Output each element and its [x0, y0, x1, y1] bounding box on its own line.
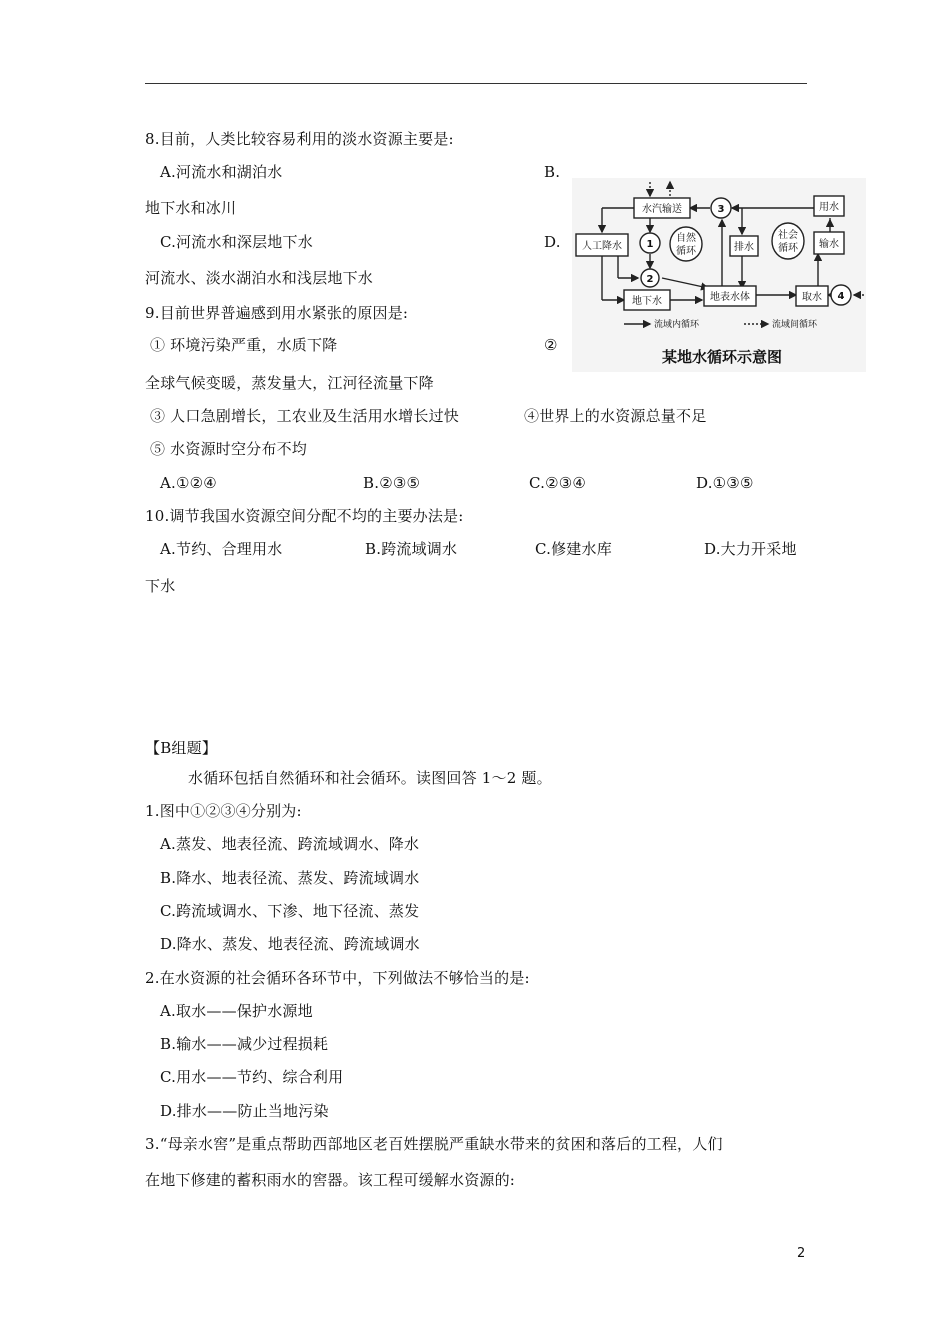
- natural-cycle-line2: 循环: [676, 246, 696, 257]
- q9-item-2-text: 全球气候变暖，蒸发量大，江河径流量下降: [145, 374, 434, 392]
- q10-option-d-cont: 下水: [145, 577, 176, 595]
- header-rule: [145, 83, 807, 84]
- q9-stem: 9.目前世界普遍感到用水紧张的原因是:: [145, 304, 409, 322]
- groupB-intro: 水循环包括自然循环和社会循环。读图回答 1～2 题。: [188, 769, 552, 787]
- natural-cycle-line1: 自然: [676, 233, 696, 244]
- q8-option-b-text: 地下水和冰川: [145, 199, 237, 217]
- b-q1-option-b: B.降水、地表径流、蒸发、跨流域调水: [160, 869, 420, 887]
- page-number: 2: [797, 1246, 806, 1261]
- label-surface: 地表水体: [710, 292, 750, 303]
- b-q2-stem: 2.在水资源的社会循环各环节中，下列做法不够恰当的是:: [145, 969, 530, 987]
- q8-option-d-label: D.: [544, 233, 561, 251]
- b-q2-option-a: A.取水——保护水源地: [160, 1002, 313, 1020]
- q8-stem: 8.目前，人类比较容易利用的淡水资源主要是:: [145, 130, 454, 148]
- node-2-label: 2: [646, 274, 654, 285]
- q8-option-b-label: B.: [544, 163, 561, 181]
- q9-item-1: ① 环境污染严重，水质下降: [150, 336, 338, 354]
- water-cycle-svg: [572, 178, 866, 372]
- q8-option-a: A.河流水和湖泊水: [160, 163, 283, 181]
- diagram-caption: 某地水循环示意图: [661, 348, 783, 366]
- q9-option-d: D.①③⑤: [696, 474, 754, 492]
- q8-option-c: C.河流水和深层地下水: [160, 233, 313, 251]
- label-rain: 人工降水: [582, 241, 622, 252]
- q9-item-3: ③ 人口急剧增长，工农业及生活用水增长过快: [150, 407, 459, 425]
- node-1-label: 1: [646, 239, 654, 250]
- node-3-label: 3: [717, 204, 725, 215]
- label-ground: 地下水: [632, 296, 662, 307]
- b-q1-option-c: C.跨流域调水、下渗、地下径流、蒸发: [160, 902, 420, 920]
- node-4-label: 4: [837, 291, 845, 302]
- label-vapor: 水汽输送: [642, 204, 682, 215]
- q10-option-a: A.节约、合理用水: [160, 540, 283, 558]
- b-q1-option-d: D.降水、蒸发、地表径流、跨流域调水: [160, 935, 420, 953]
- q10-option-b: B.跨流域调水: [365, 540, 458, 558]
- q9-option-b: B.②③⑤: [363, 474, 421, 492]
- q10-option-c: C.修建水库: [535, 540, 612, 558]
- social-cycle-line1: 社会: [778, 230, 798, 241]
- b-q3-line1: 3.“母亲水窖”是重点帮助西部地区老百姓摆脱严重缺水带来的贫困和落后的工程，人们: [145, 1135, 723, 1153]
- q8-option-d-text: 河流水、淡水湖泊水和浅层地下水: [145, 269, 374, 287]
- groupB-title: 【B组题】: [145, 739, 218, 757]
- b-q1-option-a: A.蒸发、地表径流、跨流域调水、降水: [160, 835, 420, 853]
- legend-inner: 流域内循环: [654, 320, 700, 330]
- b-q2-option-b: B.输水——减少过程损耗: [160, 1035, 329, 1053]
- q9-item-5: ⑤ 水资源时空分布不均: [150, 440, 307, 458]
- b-q2-option-c: C.用水——节约、综合利用: [160, 1068, 344, 1086]
- q9-item-2-label: ②: [544, 336, 558, 354]
- water-cycle-diagram: [572, 178, 866, 372]
- label-use: 用水: [819, 202, 839, 213]
- q9-option-a: A.①②④: [160, 474, 217, 492]
- q9-option-c: C.②③④: [529, 474, 587, 492]
- legend-inter: 流域间循环: [772, 320, 818, 330]
- b-q1-stem: 1.图中①②③④分别为:: [145, 802, 302, 820]
- b-q3-line2: 在地下修建的蓄积雨水的窖器。该工程可缓解水资源的:: [145, 1171, 516, 1189]
- social-cycle-line2: 循环: [778, 243, 798, 254]
- q10-option-d: D.大力开采地: [704, 540, 797, 558]
- b-q2-option-d: D.排水——防止当地污染: [160, 1102, 329, 1120]
- label-take: 取水: [802, 292, 822, 303]
- q9-item-4: ④世界上的水资源总量不足: [524, 407, 707, 425]
- label-transport: 输水: [819, 239, 839, 250]
- label-drain: 排水: [734, 242, 754, 253]
- q10-stem: 10.调节我国水资源空间分配不均的主要办法是:: [145, 507, 464, 525]
